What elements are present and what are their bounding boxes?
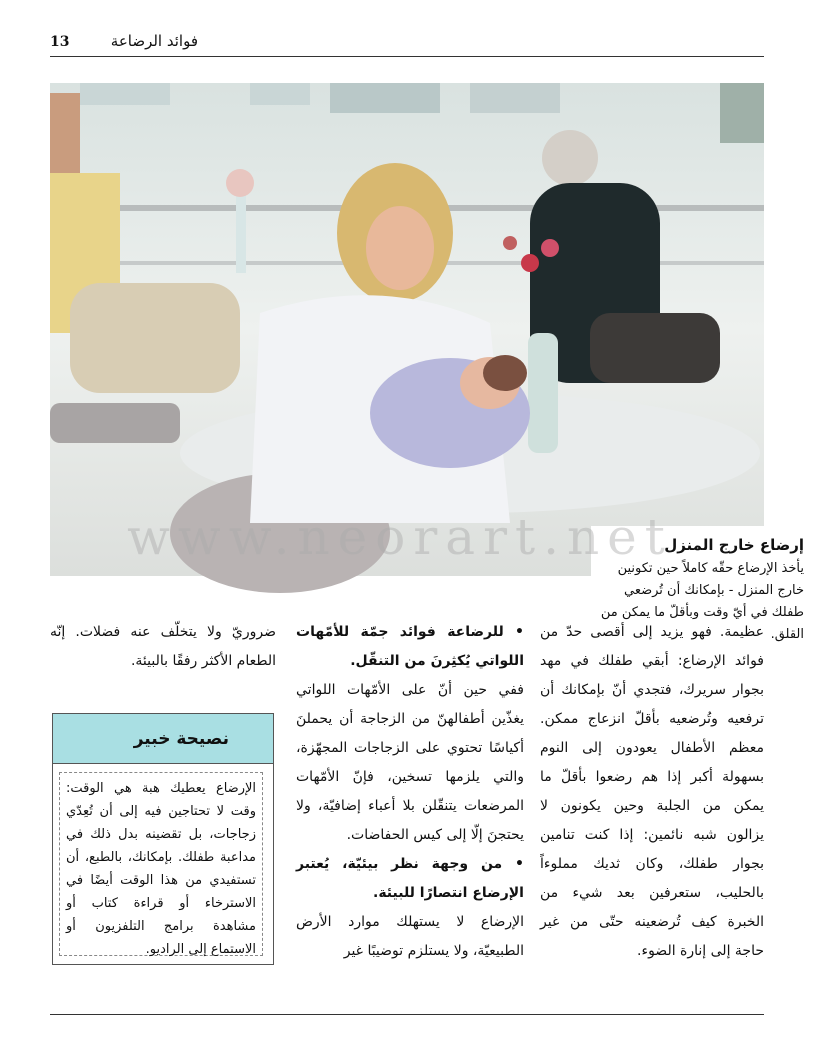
expert-tip-title: نصيحة خبير — [53, 714, 273, 764]
column-right-text: عظيمة. فهو يزيد إلى أقصى حدّ من فوائد الإرضاع: أبقي طفلك في مهد بجوار سريرك، فتجدي أنّ بإمكانك أن ترفعيه وتُرضعيه بأقلّ انزعاج ممكن. معظم الأطفال يعودون إلى النوم بسهولة أكبر إذا هم رضعوا بأقلّ ما يمكن من الجلبة وحين يكونون لا يزالون شبه نائمين: إذا كنت تنامين بجوار طفلك، وكان ثديك مملوءاً بالحليب، ستعرفين بعد شيء من الخبرة كيف تُرضعينه حتّى من غير حاجة إلى إنارة الضوء. — [540, 624, 764, 959]
page-number: 13 — [50, 34, 70, 50]
column-left — [50, 618, 276, 676]
bullet-environment-title: • من وجهة نظر بيئيّة، يُعتبر الإرضاع انتصارًا للبيئة. — [296, 856, 524, 901]
bullet-environment-text: الإرضاع لا يستهلك موارد الأرض الطبيعيّة، ولا يستلزم توضيبًا غير — [296, 914, 524, 959]
column-middle — [296, 618, 524, 966]
expert-tip-box — [52, 713, 274, 965]
page-header — [50, 30, 764, 57]
bullet-travel-text: ففي حين أنّ على الأمّهات اللواتي يغذّين أطفالهنّ من الزجاجة أن يحملنَ أكياسًا تحتوي على الزجاجات المجهّزة، والتي يلزمها تسخين، فإنّ الأمّهات المرضعات يتنقّلن بلا أعباء إضافيّة، ولا يحتجنَ إلّا إلى كيس الحفاضات. — [296, 682, 524, 843]
caption-text: يأخذ الإرضاع حقّه كاملاً حين تكونين خارج المنزل - بإمكانك أن تُرضعي طفلك في أيّ وقت وبأقلّ ما يمكن من القلق. — [600, 561, 804, 642]
expert-tip-text: الإرضاع يعطيك هبة هي الوقت: وقت لا تحتاجين فيه إلى أن تُعِدّي زجاجات، بل تقضينه بدل ذلك في مداعبة طفلك. بإمكانك، بالطبع، أن تستفيدي من هذا الوقت أيضًا في الاسترخاء أو قراءة كتاب أو مشاهدة برامج التلفزيون أو الاستماع إلى الراديو. — [59, 772, 263, 956]
footer-divider — [50, 1014, 764, 1015]
column-right — [540, 618, 764, 966]
bullet-travel-title: • للرضاعة فوائد جمّة للأمّهات اللواتي يُكثِرنَ من التنقّل. — [296, 624, 524, 669]
breastfeeding-photo — [50, 83, 804, 642]
caption-title: إرضاع خارج المنزل — [664, 536, 804, 554]
photo-illustration — [50, 83, 764, 576]
column-left-text: ضروريّ ولا يتخلّف عنه فضلات. إنّه الطعام الأكثر رفقًا بالبيئة. — [50, 624, 276, 669]
watermark-text: www.neorart.net — [127, 508, 673, 566]
running-title: فوائد الرضاعة — [110, 32, 198, 50]
